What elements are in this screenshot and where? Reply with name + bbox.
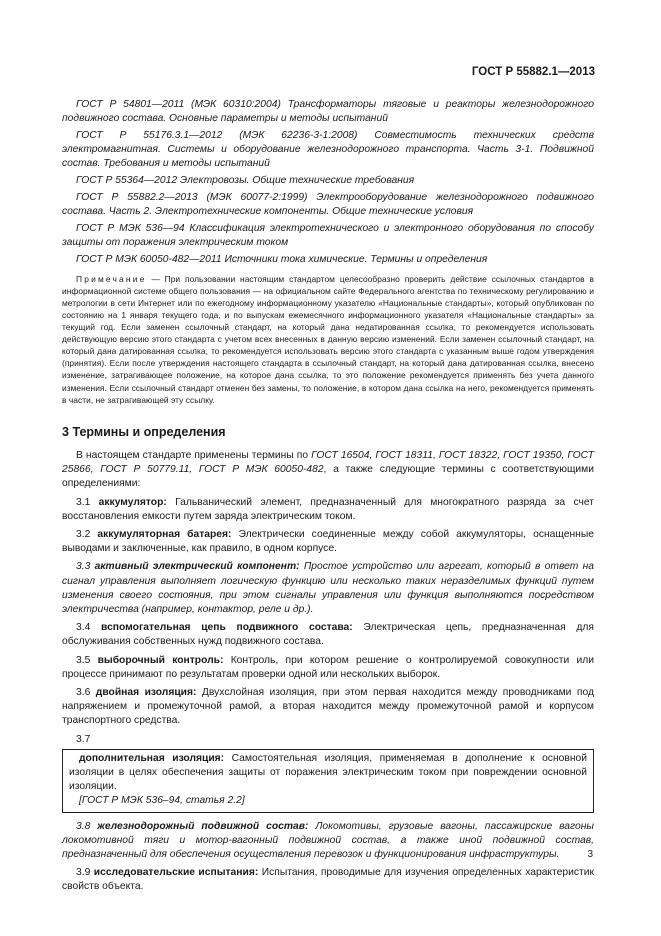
note-label: Примечание [76, 273, 147, 284]
term-definition: дополнительная изоляция: Самостоятельная изоляция, применяемая в дополнение к основной изоляции в целях обеспечения защиты от поражения электрическим током при повреждении основной изоляции. [69, 752, 588, 793]
document-code-header: ГОСТ Р 55882.1—2013 [471, 66, 595, 78]
term-definition: 3.1 аккумулятор: Гальванический элемент, предназначенный для многократного разряда за счет восстановления емкости путем заряда электрическим током. [62, 496, 594, 522]
term-definition: 3.3 активный электрический компонент: Простое устройство или агрегат, который в ответ на сигнал управления выполняет логическую функцию или несколько таких неразделимых функций путем изменения своего состояния, при этом сигналы управления или функция выполняются посредством электричества (например, контактор, реле и др.). [62, 561, 594, 615]
page-number: 3 [587, 849, 593, 860]
section-intro: В настоящем стандарте применены термины по ГОСТ 16504, ГОСТ 18311, ГОСТ 18322, ГОСТ 19350, ГОСТ 25866, ГОСТ Р 50779.11, ГОСТ Р МЭК 60050-482, а также следующие термины с соответствующими определениями: [62, 449, 594, 490]
term-definition: 3.4 вспомогательная цепь подвижного состава: Электрическая цепь, предназначенная для обслуживания собственных нужд подвижного состава. [62, 622, 594, 648]
reference-item: ГОСТ Р 55364—2012 Электровозы. Общие технические требования [76, 175, 415, 187]
reference-item: ГОСТ Р 54801—2011 (МЭК 60310:2004) Трансформаторы тяговые и реакторы железнодорожного подвижного состава. Основные параметры и методы испытаний [62, 99, 594, 125]
section-heading: 3 Термины и определения [62, 424, 226, 439]
reference-item: ГОСТ Р МЭК 60050-482—2011 Источники тока химические. Термины и определения [76, 253, 488, 265]
term-definition: 3.5 выборочный контроль: Контроль, при котором решение о контролируемой совокупности или процессе принимают по результатам проверки одной или нескольких выборок. [62, 654, 594, 680]
reference-item: ГОСТ Р 55882.2—2013 (МЭК 60077-2:1999) Электрооборудование железнодорожного подвижного состава. Часть 2. Электротехнические компоненты. Общие технические условия [62, 191, 595, 217]
definition-source: [ГОСТ Р МЭК 536–94, статья 2.2] [79, 795, 245, 807]
references-note [62, 273, 594, 406]
reference-item: ГОСТ Р 55176.3.1—2012 (МЭК 62236-3-1:2008) Совместимость технических средств электромагнитная. Системы и оборудование железнодорожного транспорта. Часть 3-1. Подвижной состав. Требования и методы испытаний [62, 129, 594, 170]
term-number: 3.7 [76, 733, 91, 745]
term-definition: 3.2 аккумуляторная батарея: Электрически соединенные между собой аккумуляторы, оснащенные выводами и заключенные, как правило, в одном корпусе. [62, 528, 594, 555]
note-text: — При пользовании настоящим стандартом целесообразно проверить действие ссылочных стандартов в информационной системе общего пользования — на официальном сайте Федерального агентства по техническому регулированию и метрологии в сети Интернет или по ежегодному информационному указателю «Национальные стандарты», который опубликован по состоянию на 1 января текущего года, и по выпускам ежемесячного информационного указателя «Национальные стандарты» за текущий год. Если заменен ссылочный стандарт, на который дана недатированная ссылка, то рекомендуется использовать действующую версию этого стандарта с учетом всех внесенных в данную версию изменений. Если заменен ссылочный стандарт, на который дана датированная ссылка, то рекомендуется использовать версию этого стандарта с указанным выше годом утверждения (принятия). Если после утверждения настоящего стандарта в ссылочный стандарт, на который дана датированная ссылка, внесено изменение, затрагивающее положение, на которое дана ссылка, то это положение рекомендуется применять без учета данного изменения. Если ссылочный стандарт отменен без замены, то положение, в котором дана ссылка на него, рекомендуется применять в части, не затрагивающей эту ссылку. [62, 273, 594, 405]
term-definition: 3.8 железнодорожный подвижной состав: Локомотивы, грузовые вагоны, пассажирские вагоны локомотивной тяги и мотор-вагонный подвижной состав, а также иной подвижной состав, предназначенный для обеспечения осуществления перевозок и функционирования инфраструктуры. [62, 820, 594, 861]
term-definition: 3.9 исследовательские испытания: Испытания, проводимые для изучения определенных характеристик свойств объекта. [62, 867, 594, 893]
page-content [62, 98, 594, 899]
normative-references-list [62, 98, 594, 267]
quoted-definition-box [62, 749, 594, 813]
term-definition: 3.6 двойная изоляция: Двухслойная изоляция, при этом первая находится между проводниками под напряжением и промежуточной рамой, а вторая находится между промежуточной рамой и корпусом транспортного средства. [62, 687, 594, 727]
reference-item: ГОСТ Р МЭК 536—94 Классификация электротехнического и электронного оборудования по способу защиты от поражения электрическим током [62, 222, 594, 248]
